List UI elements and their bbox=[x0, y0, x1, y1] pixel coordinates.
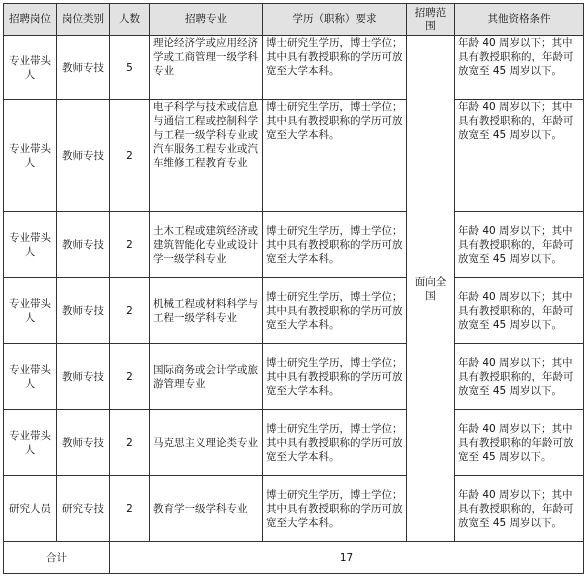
count-cell: 2 bbox=[110, 100, 150, 212]
major-cell: 土木工程或建筑经济或建筑智能化专业或设计学一级学科专业 bbox=[150, 212, 263, 278]
total-row bbox=[4, 542, 584, 574]
header-education: 学历（职称）要求 bbox=[263, 4, 407, 36]
category-cell: 研究专技 bbox=[57, 476, 110, 542]
other-cell: 年龄 40 周岁以下；其中具有教授职称的，年龄可放宽至 45 周岁以下。 bbox=[455, 278, 584, 344]
education-cell: 博士研究生学历，博士学位；其中具有教授职称的学历可放宽至大学本科。 bbox=[263, 344, 407, 410]
count-cell: 2 bbox=[110, 410, 150, 476]
scope-cell: 面向全国 bbox=[407, 36, 455, 542]
header-other: 其他资格条件 bbox=[455, 4, 584, 36]
major-cell: 电子科学与技术或信息与通信工程或控制科学与工程一级学科专业或汽车服务工程专业或汽车维修工程教育专业 bbox=[150, 100, 263, 212]
major-cell: 理论经济学或应用经济学或工商管理一级学科专业 bbox=[150, 36, 263, 100]
other-cell: 年龄 40 周岁以下；其中具有教授职称的，年龄可放宽至 45 周岁以下。 bbox=[455, 344, 584, 410]
education-cell: 博士研究生学历，博士学位；其中具有教授职称的学历可放宽至大学本科。 bbox=[263, 212, 407, 278]
position-cell: 专业带头人 bbox=[4, 278, 57, 344]
other-cell: 年龄 40 周岁以下；其中具有教授职称的，年龄可放宽至 45 周岁以下。 bbox=[455, 212, 584, 278]
header-row bbox=[4, 4, 584, 36]
category-cell: 教师专技 bbox=[57, 278, 110, 344]
table-row bbox=[4, 212, 584, 278]
header-position: 招聘岗位 bbox=[4, 4, 57, 36]
table-row bbox=[4, 100, 584, 212]
position-cell: 专业带头人 bbox=[4, 36, 57, 100]
position-cell: 专业带头人 bbox=[4, 212, 57, 278]
category-cell: 教师专技 bbox=[57, 410, 110, 476]
header-category: 岗位类别 bbox=[57, 4, 110, 36]
category-cell: 教师专技 bbox=[57, 212, 110, 278]
major-cell: 国际商务或会计学或旅游管理专业 bbox=[150, 344, 263, 410]
category-cell: 教师专技 bbox=[57, 36, 110, 100]
table-row bbox=[4, 278, 584, 344]
position-cell: 专业带头人 bbox=[4, 100, 57, 212]
position-cell: 研究人员 bbox=[4, 476, 57, 542]
other-cell: 年龄 40 周岁以下；其中具有教授职称的年龄可放宽至 45 周岁以下。 bbox=[455, 410, 584, 476]
position-cell: 专业带头人 bbox=[4, 410, 57, 476]
major-cell: 教育学一级学科专业 bbox=[150, 476, 263, 542]
education-cell: 博士研究生学历，博士学位；其中具有教授职称的学历可放宽至大学本科。 bbox=[263, 410, 407, 476]
category-cell: 教师专技 bbox=[57, 100, 110, 212]
other-cell: 年龄 40 周岁以下；其中具有教授职称的，年龄可放宽至 45 周岁以下。 bbox=[455, 476, 584, 542]
other-cell: 年龄 40 周岁以下；其中具有教授职称的，年龄可放宽至 45 周岁以下。 bbox=[455, 100, 584, 212]
major-cell: 机械工程或材料科学与工程一级学科专业 bbox=[150, 278, 263, 344]
other-cell: 年龄 40 周岁以下；其中具有教授职称的，年龄可放宽至 45 周岁以下。 bbox=[455, 36, 584, 100]
count-cell: 5 bbox=[110, 36, 150, 100]
recruitment-table bbox=[3, 3, 584, 574]
header-count: 人数 bbox=[110, 4, 150, 36]
education-cell: 博士研究生学历，博士学位；其中具有教授职称的学历可放宽至大学本科。 bbox=[263, 476, 407, 542]
count-cell: 2 bbox=[110, 212, 150, 278]
category-cell: 教师专技 bbox=[57, 344, 110, 410]
header-major: 招聘专业 bbox=[150, 4, 263, 36]
position-cell: 专业带头人 bbox=[4, 344, 57, 410]
major-cell: 马克思主义理论类专业 bbox=[150, 410, 263, 476]
education-cell: 博士研究生学历，博士学位；其中具有教授职称的学历可放宽至大学本科。 bbox=[263, 100, 407, 212]
table-row bbox=[4, 344, 584, 410]
total-value: 17 bbox=[110, 542, 584, 574]
count-cell: 2 bbox=[110, 476, 150, 542]
count-cell: 2 bbox=[110, 278, 150, 344]
table-row bbox=[4, 476, 584, 542]
table-row bbox=[4, 410, 584, 476]
header-scope: 招聘范围 bbox=[407, 4, 455, 36]
education-cell: 博士研究生学历，博士学位；其中具有教授职称的学历可放宽至大学本科。 bbox=[263, 278, 407, 344]
total-label: 合计 bbox=[4, 542, 110, 574]
count-cell: 2 bbox=[110, 344, 150, 410]
education-cell: 博士研究生学历，博士学位；其中具有教授职称的学历可放宽至大学本科。 bbox=[263, 36, 407, 100]
table-row bbox=[4, 36, 584, 100]
